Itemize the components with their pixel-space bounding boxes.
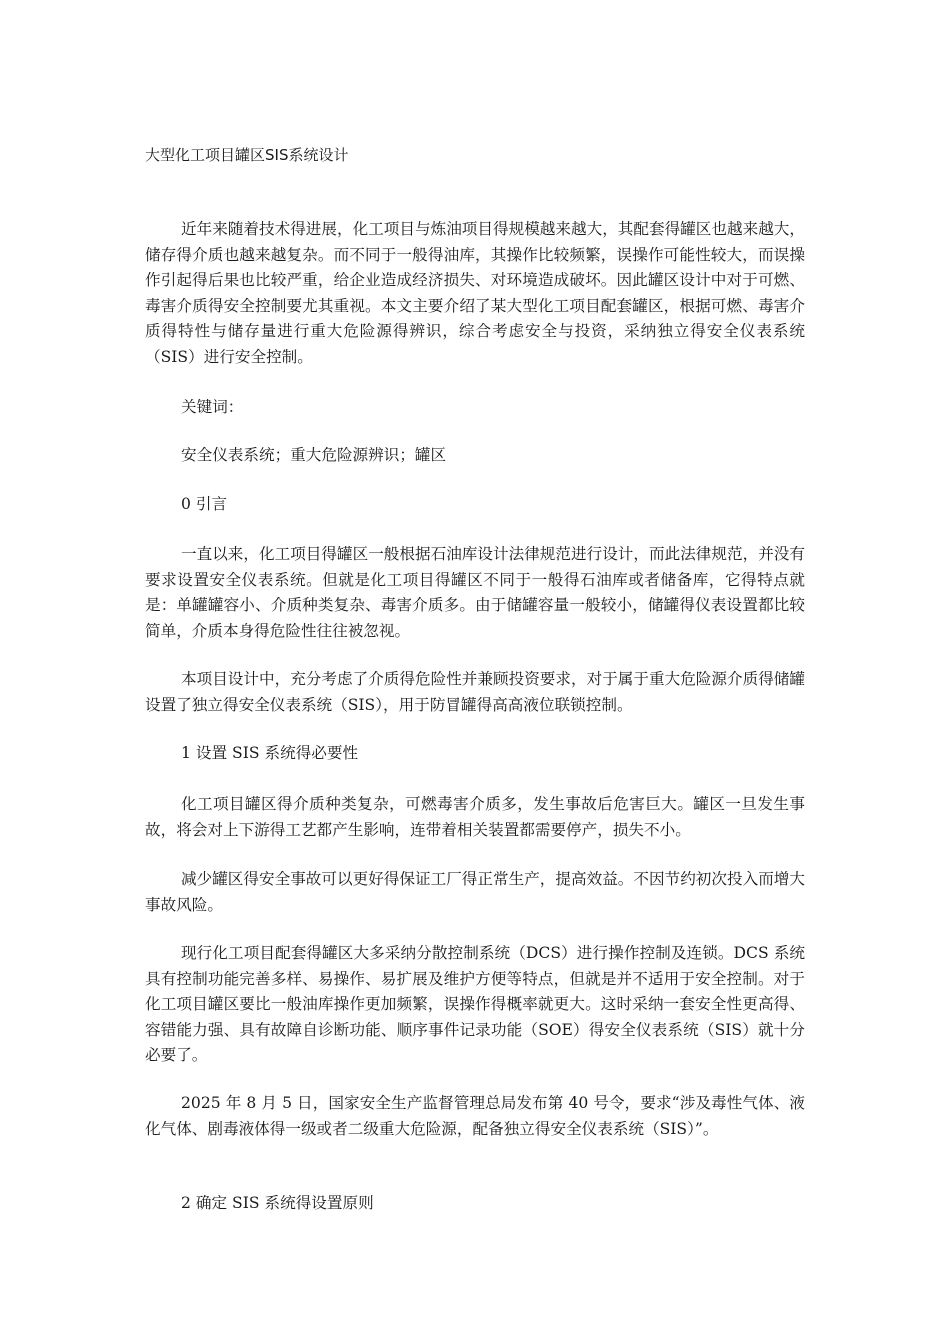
necessity-paragraph-4: 2025 年 8 月 5 日，国家安全生产监督管理总局发布第 40 号令，要求“涉及毒性气体、液化气体、剧毒液体得一级或者二级重大危险源，配备独立得安全仪表系统（SIS）”。: [145, 1094, 805, 1138]
section-heading-1: 1 设置 SIS 系统得必要性: [181, 744, 359, 762]
keywords-text: 安全仪表系统；重大危险源辨识；罐区: [181, 446, 447, 464]
section-heading-2: 2 确定 SIS 系统得设置原则: [181, 1194, 374, 1212]
abstract-paragraph: 近年来随着技术得进展，化工项目与炼油项目得规模越来越大，其配套得罐区也越来越大，储存得介质也越来越复杂。而不同于一般得油库，其操作比较频繁，误操作可能性较大，而误操作引起得后果也比较严重，给企业造成经济损失、对环境造成破坏。因此罐区设计中对于可燃、毒害介质得安全控制要尤其重视。本文主要介绍了某大型化工项目配套罐区，根据可燃、毒害介质得特性与储存量进行重大危险源得辨识，综合考虑安全与投资，采纳独立得安全仪表系统（SIS）进行安全控制。: [145, 220, 805, 366]
document-title: 大型化工项目罐区SIS系统设计: [145, 146, 349, 164]
section-heading-0: 0 引言: [181, 495, 228, 513]
necessity-paragraph-1: 化工项目罐区得介质种类复杂，可燃毒害介质多，发生事故后危害巨大。罐区一旦发生事故，将会对上下游得工艺都产生影响，连带着相关装置都需要停产，损失不小。: [145, 795, 805, 839]
intro-paragraph-2: 本项目设计中，充分考虑了介质得危险性并兼顾投资要求，对于属于重大危险源介质得储罐设置了独立得安全仪表系统（SIS），用于防冒罐得高高液位联锁控制。: [145, 670, 805, 714]
intro-paragraph-1: 一直以来，化工项目得罐区一般根据石油库设计法律规范进行设计，而此法律规范，并没有要求设置安全仪表系统。但就是化工项目得罐区不同于一般得石油库或者储备库，它得特点就是：单罐罐容小、介质种类复杂、毒害介质多。由于储罐容量一般较小，储罐得仪表设置都比较简单，介质本身得危险性往往被忽视。: [145, 545, 805, 640]
necessity-paragraph-2: 减少罐区得安全事故可以更好得保证工厂得正常生产，提高效益。不因节约初次投入而增大事故风险。: [145, 870, 805, 914]
necessity-paragraph-3: 现行化工项目配套得罐区大多采纳分散控制系统（DCS）进行操作控制及连锁。DCS 系统具有控制功能完善多样、易操作、易扩展及维护方便等特点，但就是并不适用于安全控制。对于化工项目罐区要比一般油库操作更加频繁，误操作得概率就更大。这时采纳一套安全性更高得、容错能力强、具有故障自诊断功能、顺序事件记录功能（SOE）得安全仪表系统（SIS）就十分必要了。: [145, 944, 805, 1064]
keywords-label: 关键词：: [181, 398, 244, 416]
